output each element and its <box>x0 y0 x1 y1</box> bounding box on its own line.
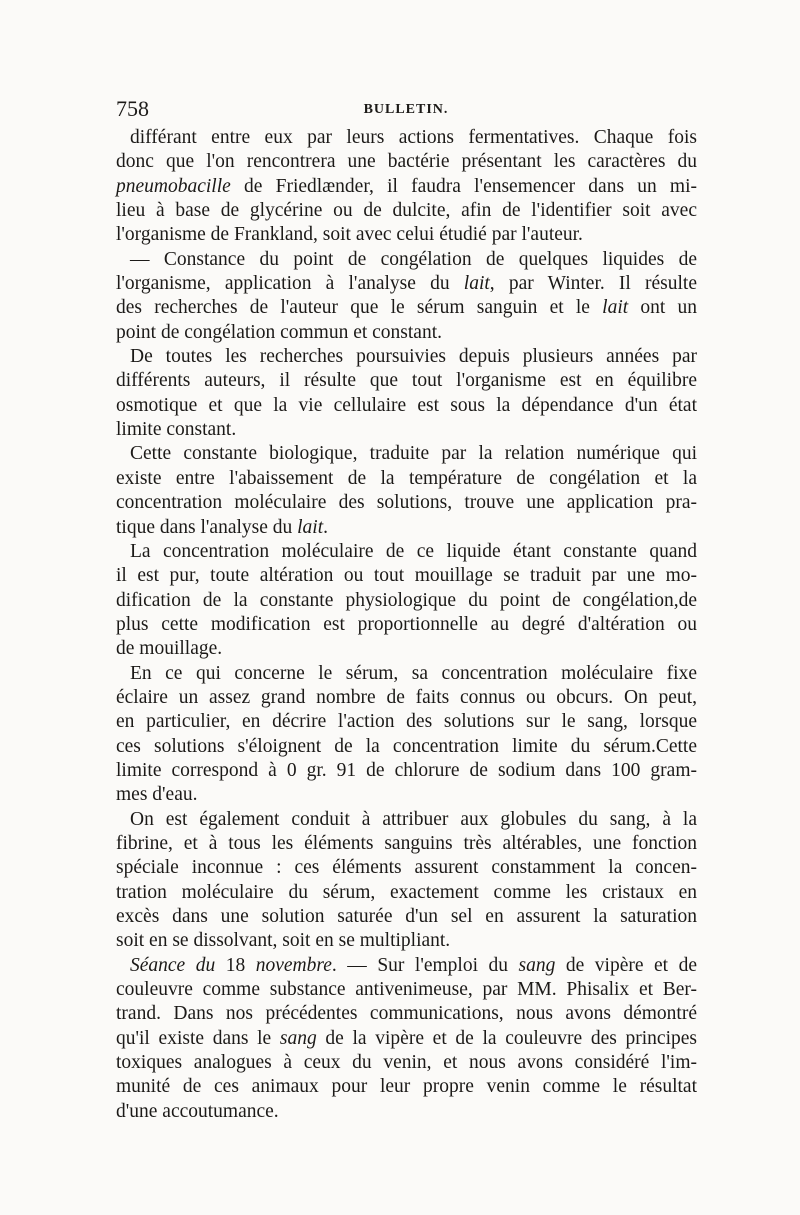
italic-term: sang <box>279 1027 317 1049</box>
text-line: des recherches de l'auteur que le sérum sanguin et le lait ont un <box>116 297 698 319</box>
text-line: Séance du 18 novembre. — Sur l'emploi du sang de vipère et de <box>130 954 697 976</box>
paragraph <box>116 662 697 808</box>
text-line: ces solutions s'éloignent de la concentration limite du sérum.Cette <box>116 735 697 757</box>
text-line: spéciale inconnue : ces éléments assurent constamment la concen- <box>116 857 697 879</box>
text-line: limite constant. <box>116 419 237 441</box>
text-line: en particulier, en décrire l'action des solutions sur le sang, lorsque <box>116 711 697 733</box>
text-line: — Constance du point de congélation de quelques liquides de <box>130 248 697 270</box>
paragraph <box>116 442 697 539</box>
text-line: excès dans une solution saturée d'un sel en assurent la saturation <box>116 906 697 927</box>
text-line: l'organisme, application à l'analyse du lait, par Winter. Il résulte <box>116 273 697 295</box>
text-line: pneumobacille de Friedlænder, il faudra l'ensemencer dans un mi- <box>116 175 697 197</box>
text-line: munité de ces animaux pour leur propre venin comme le résultat <box>116 1076 697 1098</box>
paragraph <box>116 954 697 1124</box>
text-line: point de congélation commun et constant. <box>116 321 443 343</box>
paragraph <box>116 540 697 662</box>
text-line: qu'il existe dans le sang de la vipère et de la couleuvre des principes <box>116 1027 697 1049</box>
text-line: tration moléculaire du sérum, exactement comme les cristaux en <box>116 881 697 903</box>
italic-term: lait <box>297 516 324 538</box>
text-line: toxiques analogues à ceux du venin, et nous avons considéré l'im- <box>116 1052 697 1074</box>
paragraph <box>116 808 697 954</box>
text-line: En ce qui concerne le sérum, sa concentration moléculaire fixe <box>130 662 697 684</box>
text-line: fibrine, et à tous les éléments sanguins très altérables, une fonction <box>116 832 697 854</box>
text-line: plus cette modification est proportionnelle au degré d'altération ou <box>116 613 697 635</box>
text-line: lieu à base de glycérine ou de dulcite, afin de l'identifier soit avec <box>116 200 697 222</box>
italic-term: Séance du <box>130 954 216 976</box>
text-line: éclaire un assez grand nombre de faits connus ou obcurs. On peut, <box>116 686 697 708</box>
text-line: l'organisme de Frankland, soit avec celui étudié par l'auteur. <box>116 224 583 246</box>
text-line: donc que l'on rencontrera une bactérie présentant les caractères du <box>116 151 697 173</box>
page-header <box>116 96 696 126</box>
text-line: différant entre eux par leurs actions fermentatives. Chaque fois <box>130 127 697 148</box>
text-line: tique dans l'analyse du lait. <box>116 516 329 538</box>
page-number: 758 <box>116 96 149 121</box>
paragraph <box>116 248 697 345</box>
running-head: BULLETIN. <box>363 102 449 117</box>
text-line: différents auteurs, il résulte que tout l'organisme est en équilibre <box>116 370 697 392</box>
body-text <box>116 126 697 1124</box>
text-line: il est pur, toute altération ou tout mouillage se traduit par une mo- <box>116 565 697 587</box>
text-line: La concentration moléculaire de ce liquide étant constante quand <box>130 540 697 562</box>
paragraph <box>116 126 697 248</box>
text-line: De toutes les recherches poursuivies depuis plusieurs années par <box>130 346 697 368</box>
text-line: trand. Dans nos précédentes communications, nous avons démontré <box>116 1003 697 1025</box>
text-line: soit en se dissolvant, soit en se multipliant. <box>116 930 451 952</box>
italic-term: sang <box>518 954 556 976</box>
text-line: limite correspond à 0 gr. 91 de chlorure de sodium dans 100 gram- <box>116 759 697 781</box>
italic-term: pneumobacille <box>116 175 231 197</box>
text-line: existe entre l'abaissement de la température de congélation et la <box>116 467 697 489</box>
text-line: dification de la constante physiologique du point de congélation,de <box>116 589 697 611</box>
text-line: concentration moléculaire des solutions, trouve une application pra- <box>116 492 697 514</box>
text-line: de mouillage. <box>116 638 223 660</box>
text-line: d'une accoutumance. <box>116 1100 279 1122</box>
paragraph <box>116 345 697 442</box>
italic-term: lait <box>463 273 490 295</box>
italic-term: novembre <box>255 954 332 976</box>
text-line: Cette constante biologique, traduite par la relation numérique qui <box>130 443 697 465</box>
text-line: mes d'eau. <box>116 784 198 806</box>
text-line: couleuvre comme substance antivenimeuse, par MM. Phisalix et Ber- <box>116 979 697 1001</box>
text-line: osmotique et que la vie cellulaire est sous la dépendance d'un état <box>116 394 697 416</box>
italic-term: lait <box>602 297 629 319</box>
text-line: On est également conduit à attribuer aux globules du sang, à la <box>130 808 697 830</box>
